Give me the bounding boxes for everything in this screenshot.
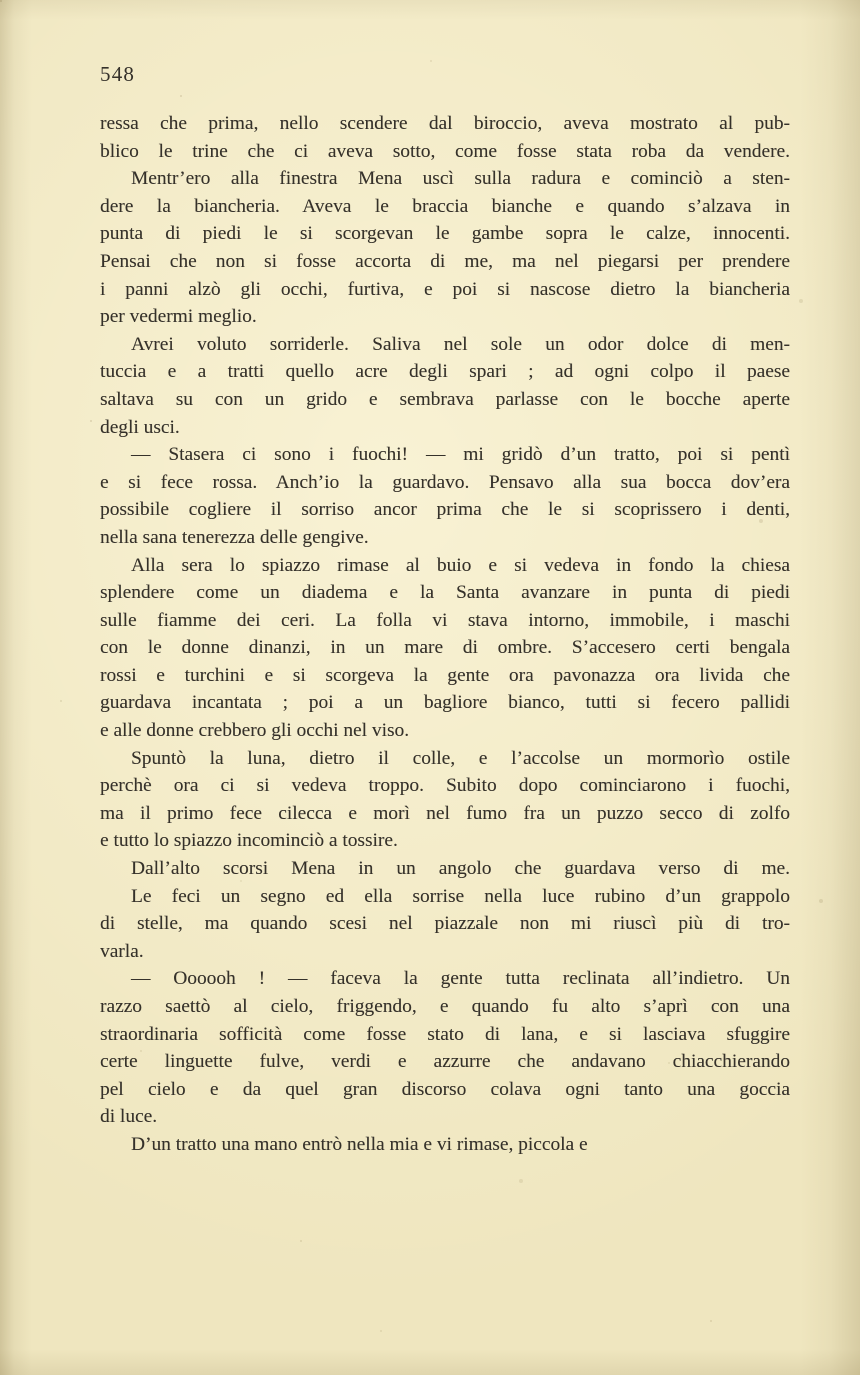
paragraph [100, 1131, 790, 1159]
text-line: Le feci un segno ed ella sorrise nella luce rubino d’un grappolo [131, 885, 790, 907]
text-line: perchè ora ci si vedeva troppo. Subito dopo cominciarono i fuochi, [100, 775, 790, 797]
text-line: sulle fiamme dei ceri. La folla vi stava intorno, immobile, i maschi [100, 609, 790, 631]
text-line: — Oooooh ! — faceva la gente tutta reclinata all’indietro. Un [131, 968, 790, 990]
text-line: nella sana tenerezza delle gengive. [100, 526, 369, 548]
paragraph [100, 331, 790, 441]
text-line: varla. [100, 940, 144, 962]
text-line: Alla sera lo spiazzo rimase al buio e si vedeva in fondo la chiesa [131, 554, 790, 576]
text-line: Avrei voluto sorriderle. Saliva nel sole un odor dolce di men- [131, 333, 790, 355]
text-line: di stelle, ma quando scesi nel piazzale non mi riuscì più di tro- [100, 913, 790, 935]
text-line: e tutto lo spiazzo incominciò a tossire. [100, 830, 398, 852]
text-line: Dall’alto scorsi Mena in un angolo che guardava verso di me. [131, 858, 790, 880]
text-line: pel cielo e da quel gran discorso colava ogni tanto una goccia [100, 1078, 790, 1100]
text-line: i panni alzò gli occhi, furtiva, e poi si nascose dietro la biancheria [100, 278, 790, 300]
paragraph [100, 165, 790, 331]
text-line: punta di piedi le si scorgevan le gambe sopra le calze, innocenti. [100, 223, 790, 245]
text-line: di luce. [100, 1106, 158, 1128]
text-line: possibile cogliere il sorriso ancor prima che le si scoprissero i denti, [100, 499, 790, 521]
text-line: per vedermi meglio. [100, 306, 257, 328]
text-line: dere la biancheria. Aveva le braccia bianche e quando s’alzava in [100, 195, 790, 217]
text-line: con le donne dinanzi, in un mare di ombre. S’accesero certi bengala [100, 637, 790, 659]
text-line: Pensai che non si fosse accorta di me, ma nel piegarsi per prendere [100, 250, 790, 272]
paper-texture [0, 0, 2, 2]
paragraph [100, 855, 790, 883]
text-line: blico le trine che ci aveva sotto, come fosse stata roba da vendere. [100, 140, 790, 162]
paragraph [100, 441, 790, 551]
text-line: ma il primo fece cilecca e morì nel fumo fra un puzzo secco di zolfo [100, 802, 790, 824]
text-line: guardava incantata ; poi a un bagliore bianco, tutti si fecero pallidi [100, 692, 790, 714]
paragraph [100, 965, 790, 1131]
text-line: tuccia e a tratti quello acre degli spari ; ad ogni colpo il paese [100, 361, 790, 383]
text-line: razzo saettò al cielo, friggendo, e quando fu alto s’aprì con una [100, 996, 790, 1017]
text-line: Mentr’ero alla finestra Mena uscì sulla radura e cominciò a sten- [131, 168, 790, 190]
text-line: degli usci. [100, 416, 180, 438]
paragraph [100, 883, 790, 966]
text-line: e alle donne crebbero gli occhi nel viso. [100, 720, 410, 742]
text-line: ressa che prima, nello scendere dal biroccio, aveva mostrato al pub- [100, 113, 790, 134]
paragraph [100, 552, 790, 745]
text-line: rossi e turchini e si scorgeva la gente ora pavonazza ora livida che [100, 664, 790, 686]
text-line: D’un tratto una mano entrò nella mia e vi rimase, piccola e [131, 1133, 588, 1155]
text-line: splendere come un diadema e la Santa avanzare in punta di piedi [100, 582, 790, 604]
page-text [100, 110, 790, 1159]
text-line: Spuntò la luna, dietro il colle, e l’accolse un mormorìo ostile [131, 747, 790, 769]
text-line: e si fece rossa. Anch’io la guardavo. Pensavo alla sua bocca dov’era [100, 471, 790, 493]
paragraph [100, 110, 790, 165]
text-line: — Stasera ci sono i fuochi! — mi gridò d’un tratto, poi si pentì [131, 444, 790, 466]
page-number: 548 [100, 62, 136, 86]
text-line: saltava su con un grido e sembrava parlasse con le bocche aperte [100, 388, 790, 410]
text-line: straordinaria sofficità come fosse stato di lana, e si lasciava sfuggire [100, 1023, 790, 1045]
text-line: certe linguette fulve, verdi e azzurre che andavano chiacchierando [100, 1051, 790, 1073]
paragraph [100, 745, 790, 855]
